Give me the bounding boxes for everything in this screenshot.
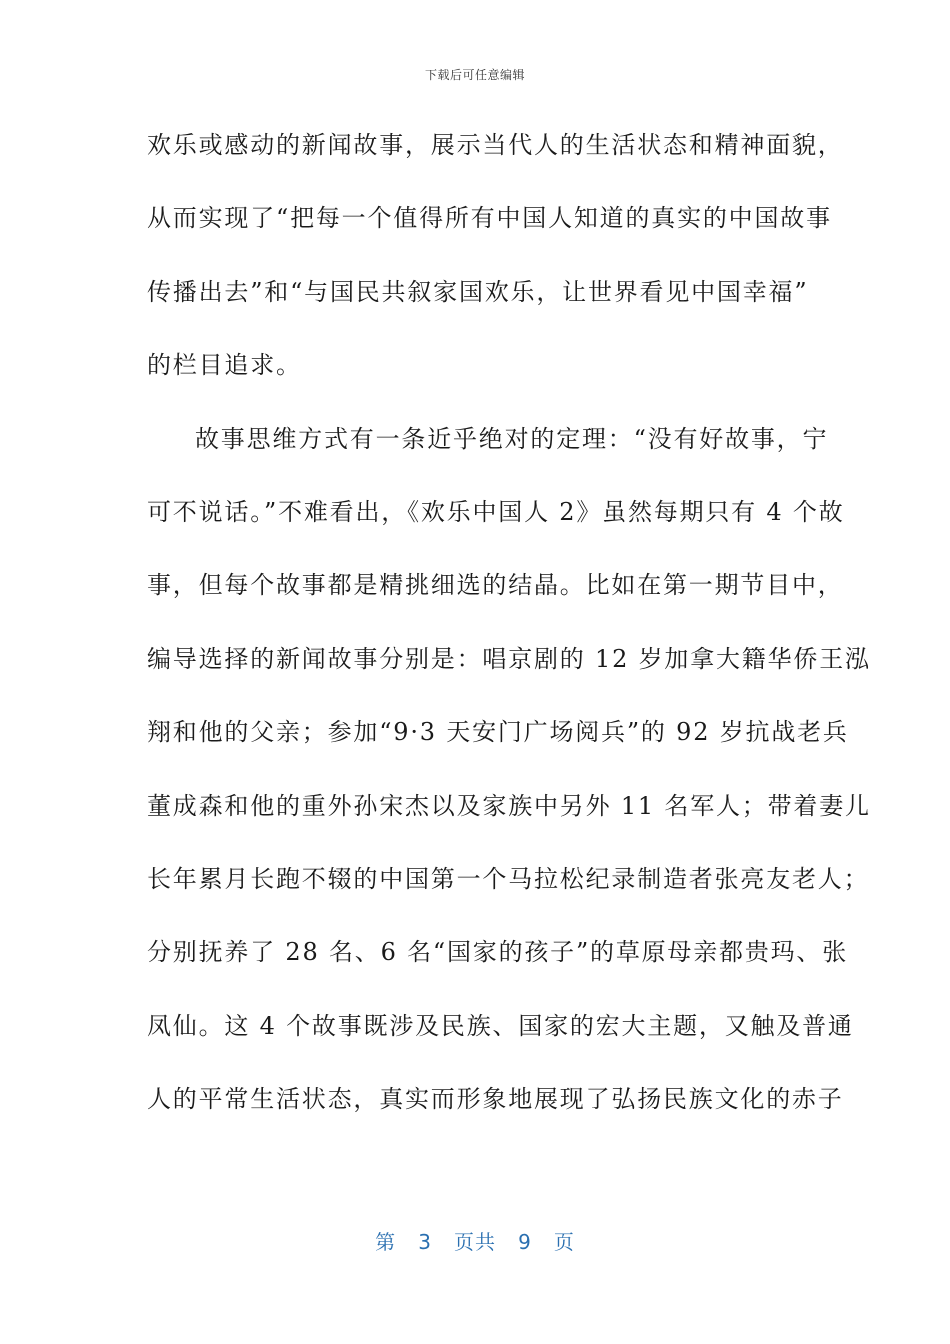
footer-suffix: 页 <box>553 1230 575 1254</box>
text-line: 故事思维方式有一条近乎绝对的定理：“没有好故事，宁 <box>195 424 829 453</box>
text-line: 编导选择的新闻故事分别是：唱京剧的 12 岁加拿大籍华侨王泓 <box>147 644 871 673</box>
text-line: 董成森和他的重外孙宋杰以及家族中另外 11 名军人；带着妻儿 <box>147 791 871 820</box>
text-line: 分别抚养了 28 名、6 名“国家的孩子”的草原母亲都贵玛、张 <box>147 938 849 967</box>
page-footer <box>0 1226 950 1255</box>
text-line: 凤仙。这 4 个故事既涉及民族、国家的宏大主题，又触及普通 <box>147 1011 854 1040</box>
text-line: 人的平常生活状态，真实而形象地展现了弘扬民族文化的赤子 <box>147 1085 844 1114</box>
text-line: 可不说话。”不难看出，《欢乐中国人 2》虽然每期只有 4 个故 <box>147 497 845 526</box>
text-line: 长年累月长跑不辍的中国第一个马拉松纪录制造者张亮友老人； <box>147 864 870 893</box>
text-line: 翔和他的父亲；参加“9·3 天安门广场阅兵”的 92 岁抗战老兵 <box>147 718 849 747</box>
paragraph-2 <box>147 414 871 1148</box>
total-page-count: 9 <box>518 1230 532 1254</box>
footer-middle: 页共 <box>454 1230 496 1254</box>
footer-prefix: 第 <box>375 1230 397 1254</box>
text-line: 的栏目追求。 <box>147 351 302 380</box>
download-note: 下载后可任意编辑 <box>424 68 525 82</box>
paragraph-1 <box>147 120 844 414</box>
current-page-number: 3 <box>418 1230 432 1254</box>
text-line: 事，但每个故事都是精挑细选的结晶。比如在第一期节目中， <box>147 571 844 600</box>
document-body <box>147 120 871 1147</box>
text-line: 传播出去”和“与国民共叙家国欢乐，让世界看见中国幸福” <box>147 277 809 306</box>
text-line: 欢乐或感动的新闻故事，展示当代人的生活状态和精神面貌， <box>147 131 844 159</box>
text-line: 从而实现了“把每一个值得所有中国人知道的真实的中国故事 <box>147 204 832 233</box>
